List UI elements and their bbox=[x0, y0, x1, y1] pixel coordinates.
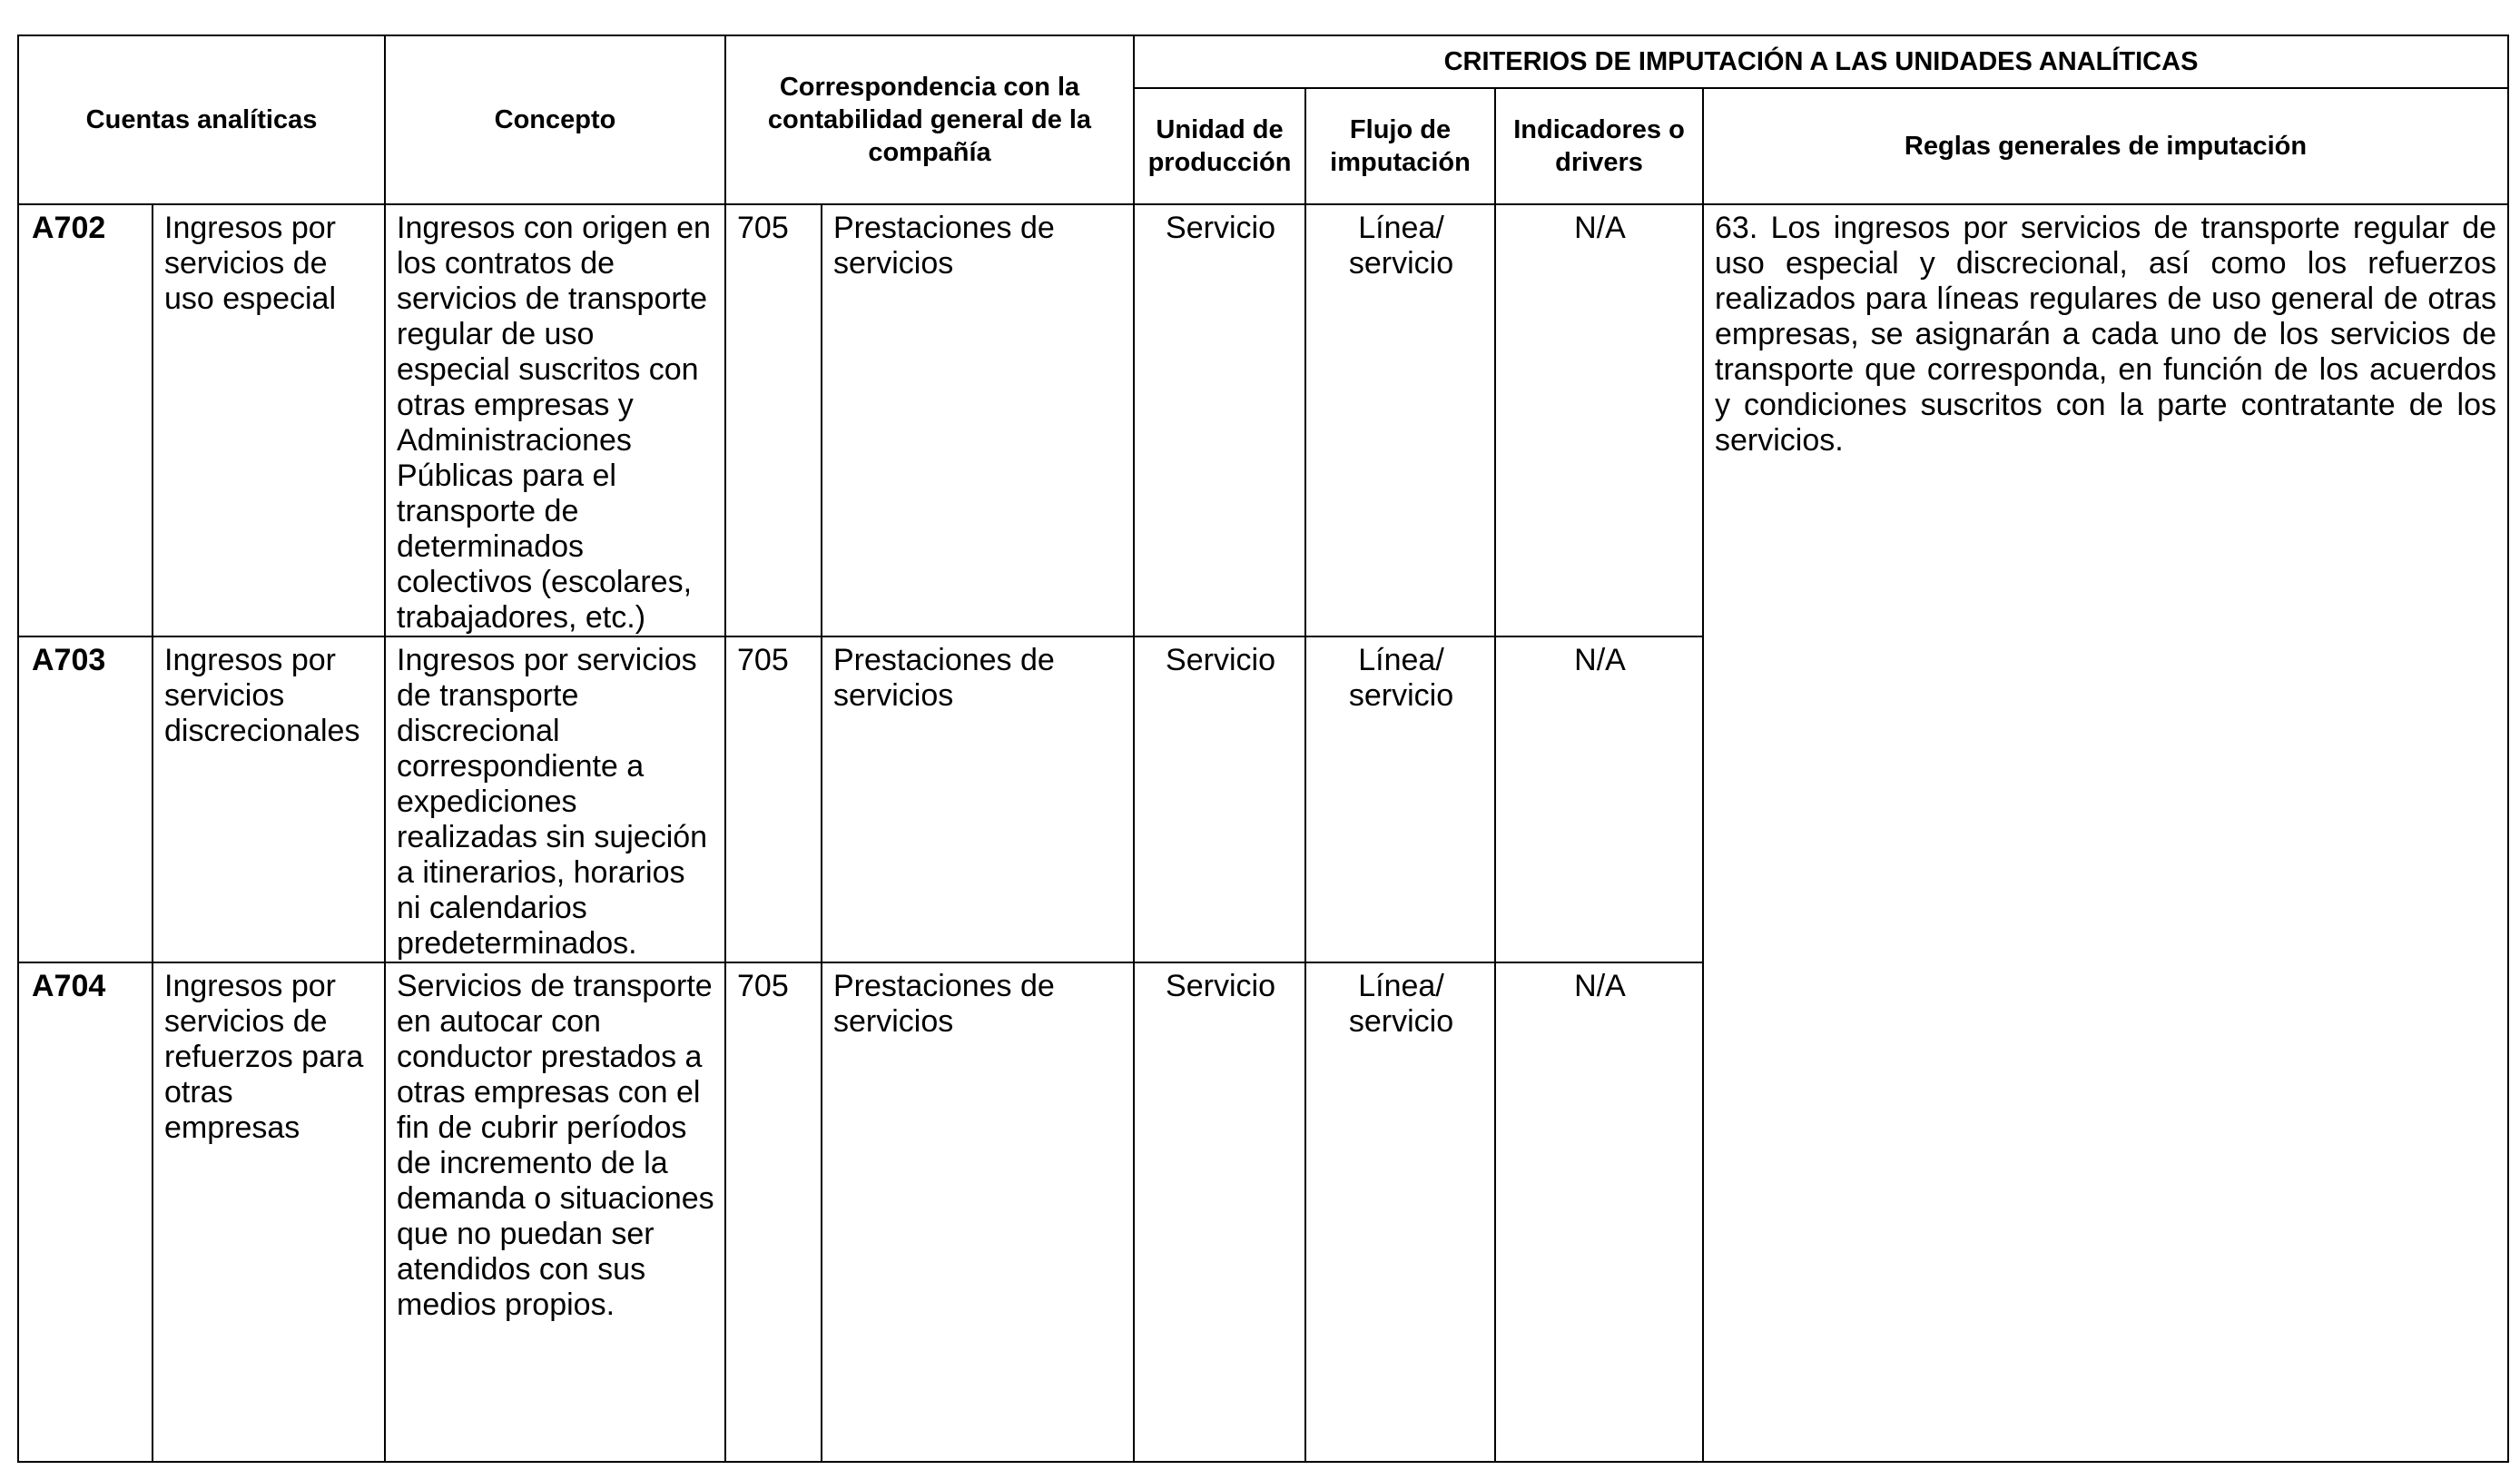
imputation-rule-text: 63. Los ingresos por servicios de transporte regular de uso especial y discrecional, así como los refuerzos realizados para líneas regulares de uso general de otras empresas, se asignarán a cada uno de los servicios de transporte que corresponda, en función de los acuerdos y condiciones suscritos con la parte contratante de los servicios. bbox=[1715, 211, 2497, 458]
production-unit: Servicio bbox=[1166, 969, 1275, 1003]
general-account-name: Prestaciones de servicios bbox=[833, 969, 1055, 1039]
concept-text: Ingresos por servicios de transporte discrecional correspondiente a expediciones realizadas sin sujeción a itinerarios, horarios ni calendarios predeterminados. bbox=[397, 643, 708, 961]
imputation-flow: Línea/ servicio bbox=[1348, 643, 1454, 713]
general-account-number: 705 bbox=[737, 211, 789, 245]
account-name: Ingresos por servicios discrecionales bbox=[164, 643, 360, 748]
concept-text: Servicios de transporte en autocar con conductor prestados a otras empresas con el fin de cubrir períodos de incremento de la demanda o situaciones que no puedan ser atendidos con sus medios propios. bbox=[397, 969, 714, 1322]
general-account-number: 705 bbox=[737, 969, 789, 1003]
header-cuentas: Cuentas analíticas bbox=[18, 35, 385, 204]
general-account-name: Prestaciones de servicios bbox=[833, 643, 1055, 713]
drivers: N/A bbox=[1574, 969, 1626, 1003]
production-unit: Servicio bbox=[1166, 211, 1275, 245]
header-indicadores: Indicadores o drivers bbox=[1495, 88, 1703, 204]
account-code: A702 bbox=[32, 211, 106, 245]
drivers: N/A bbox=[1574, 211, 1626, 245]
general-account-name: Prestaciones de servicios bbox=[833, 211, 1055, 281]
concept-text: Ingresos con origen en los contratos de servicios de transporte regular de uso especial suscritos con otras empresas y Administraciones Públicas para el transporte de determinados colectivos (escolares, trabajadores, etc.) bbox=[397, 211, 711, 635]
general-account-number: 705 bbox=[737, 643, 789, 677]
account-name: Ingresos por servicios de refuerzos para otras empresas bbox=[164, 969, 364, 1145]
header-concepto: Concepto bbox=[385, 35, 725, 204]
imputation-flow: Línea/ servicio bbox=[1348, 969, 1454, 1039]
account-code: A703 bbox=[32, 643, 106, 677]
imputation-table bbox=[17, 35, 2509, 1463]
account-code: A704 bbox=[32, 969, 106, 1003]
header-correspondencia: Correspondencia con la contabilidad general de la compañía bbox=[725, 35, 1134, 204]
table-row bbox=[18, 204, 2508, 636]
header-reglas: Reglas generales de imputación bbox=[1703, 88, 2508, 204]
drivers: N/A bbox=[1574, 643, 1626, 677]
header-unidad: Unidad de producción bbox=[1134, 88, 1305, 204]
header-criterios: CRITERIOS DE IMPUTACIÓN A LAS UNIDADES ANALÍTICAS bbox=[1134, 35, 2508, 88]
header-flujo: Flujo de imputación bbox=[1305, 88, 1495, 204]
account-name: Ingresos por servicios de uso especial bbox=[164, 211, 337, 316]
imputation-flow: Línea/ servicio bbox=[1348, 211, 1454, 281]
production-unit: Servicio bbox=[1166, 643, 1275, 677]
